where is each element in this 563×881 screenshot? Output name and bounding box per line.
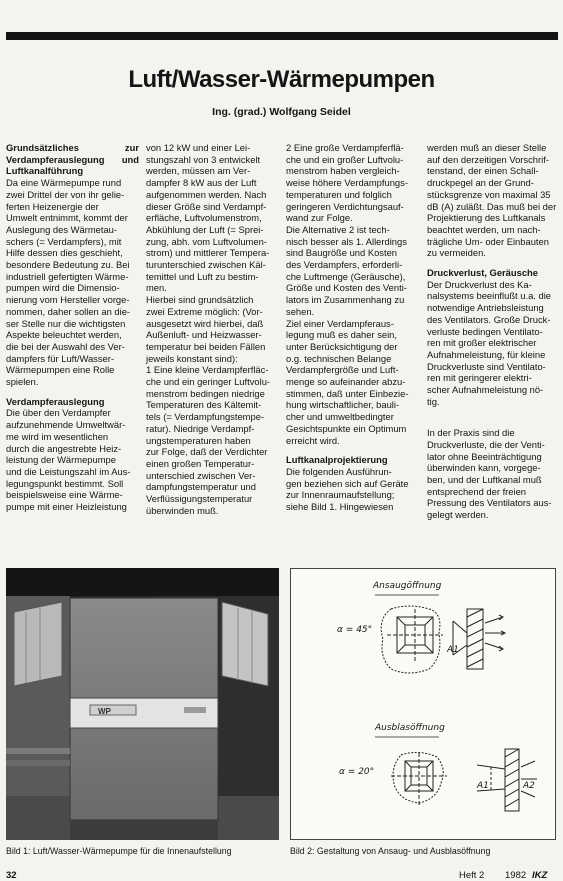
figure-2-diagram xyxy=(290,568,556,840)
heat-pump-photo xyxy=(6,568,279,840)
section-heading: Verdampferauslegung xyxy=(6,395,105,407)
paragraph: werden muß an dieser Stelle auf den derzeitigen Vorschrif- tenstand, der einen Schall- druckpegel an der Grund- stücksgrenze von maximal 35 dB (A) zuläßt. Das muß bei der Projektierung des Luftkanals beachtet werden, um nach- trägliche Um- oder Einbauten zu vermeiden. xyxy=(427,142,557,259)
text-column-1 xyxy=(6,142,139,513)
label-a1-bottom: A1 xyxy=(477,781,489,791)
label-intake: Ansaugöffnung xyxy=(373,581,442,591)
paragraph: Hierbei sind grundsätzlich zwei Extreme möglich: (Vor- ausgesetzt wird hierbei, daß Außenluft- und Heizwasser- temperatur bei beiden Fällen jeweils konstant sind): 1 Eine kleine Verdampferfläc- che und ein geringer Luftvolu- menstrom bedingen niedrige Temperaturen des Kältemit- tels (= Verdampfungstempe- ratur). Niedrige Verdampf- ungstemperaturen haben zur Folge, daß der Verdichter einen großen Temperatur- unterschied zwischen Ver- dampfungstemperatur und Verflüssigungstemperatur überwinden muß. xyxy=(146,294,271,516)
magazine-logo: IKZ xyxy=(532,870,548,881)
paragraph: Da eine Wärmepumpe rund zwei Drittel der von ihr gelie- ferten Heizenergie der Umwelt entnimmt, kommt der Auslegung des Wärmetau- schers (= Verdampfers), mit Hilfe dessen dies geschieht, besondere Bedeutung zu. Bei industriell gefertigten Wärme- pumpen wird die Dimensio- nierung vom Hersteller vorge- nommen, daher sollen an die- ser Stelle nur die wichtigsten Aspekte beleuchtet werden, die bei der Auswahl des Ver- dampfers für Luft/Wasser- Wärmepumpen eine Rolle spielen. xyxy=(6,177,131,388)
issue-year: 1982 xyxy=(505,870,527,881)
text-column-2 xyxy=(146,142,279,517)
label-angle-20: α = 20° xyxy=(339,767,375,777)
paragraph: Ziel einer Verdampferaus- legung muß es daher sein, unter Berücksichtigung der o.g. technischen Belange Verdampfergröße und Luft- menge so aufeinander abzu- stimmen, daß unter Einbezie- hung wirtschaftlicher, bauli- cher und umweltbedingter Gesichtspunkte ein Optimum erreicht wird. xyxy=(286,317,409,446)
section-heading: Luftkanalprojektierung xyxy=(286,454,388,466)
paragraph: Die Alternative 2 ist tech- nisch besser als 1. Allerdings sind Baugröße und Kosten des Verdampfers, erforderli- che Luftmenge (Geräusche), Größe und Kosten des Venti- lators im Zusammenhang zu sehen. xyxy=(286,223,407,317)
section-heading: Druckverlust, Geräusche xyxy=(427,267,538,279)
label-outlet: Ausblasöffnung xyxy=(375,723,445,733)
paragraph: Die folgenden Ausführun- gen beziehen sich auf Geräte zur Innenraumaufstellung; siehe Bild 1. Hingewiesen xyxy=(286,465,409,513)
figure-2-caption: Bild 2: Gestaltung von Ansaug- und Ausblasöffnung xyxy=(290,846,491,856)
paragraph: Die über den Verdampfer aufzunehmende Umweltwär- me wird im wesentlichen durch die angestrebte Heiz- leistung der Wärmepumpe und die Leistungszahl im Aus- legungspunkt bestimmt. Soll beispielsweise eine Wärme- pumpe mit einer Heizleistung xyxy=(6,407,131,513)
issue-label: Heft 2 xyxy=(459,870,485,881)
paragraph: von 12 kW und einer Lei- stungszahl von 3 entwickelt werden, müssen am Ver- dampfer 8 kW aus der Luft aufgenommen werden. Nach dieser Größe sind Verdampf- erfläche, Luftvolumenstrom, Abkühlung der Luft (= Sprei- zung, abh. vom Luftvolumen- strom) und mittlerer Tempera- turunterschied zwischen Käl- temittel und Luft zu bestim- men. xyxy=(146,142,270,294)
figure-1-photo xyxy=(6,568,279,840)
page-number: 32 xyxy=(6,870,17,881)
label-a1-top: A1 xyxy=(447,645,459,655)
figure-1-caption: Bild 1: Luft/Wasser-Wärmepumpe für die Innenaufstellung xyxy=(6,846,232,856)
header-rule xyxy=(6,32,558,40)
device-brand-label: WP xyxy=(98,707,111,716)
text-column-4 xyxy=(427,142,561,521)
article-title: Luft/Wasser-Wärmepumpen xyxy=(128,66,435,93)
section-heading: Grundsätzliches zur Verdampferauslegung und Luftkanalführung xyxy=(6,142,139,177)
paragraph: 2 Eine große Verdampferflä- che und ein großer Luftvolu- menstrom haben vergleich- weise höhere Verdampfungs- temperaturen und folglich geringeren Verdichtungsauf- wand zur Folge. xyxy=(286,142,408,224)
opening-drawing xyxy=(291,569,555,839)
paragraph: In der Praxis sind die Druckverluste, die der Venti- lator ohne Beeinträchtigung überwinden kann, vorgege- ben, und der Luftkanal muß entsprechend der freien Pressung des Ventilators aus- gelegt werden. xyxy=(427,427,552,521)
label-a2: A2 xyxy=(523,781,535,791)
label-angle-45: α = 45° xyxy=(337,625,373,635)
article-author: Ing. (grad.) Wolfgang Seidel xyxy=(212,106,351,118)
paragraph: Der Druckverlust des Ka- nalsystems beeinflußt u.a. die notwendige Antriebsleistung des Ventilators. Große Druck- verluste bedingen Ventilato- ren mit großer elektrischer Aufnahmeleistung, für kleine Druckverluste sind Ventilato- ren mit geringerer elektri- scher Aufnahmeleistung nö- tig. xyxy=(427,278,552,407)
text-column-3 xyxy=(286,142,420,513)
